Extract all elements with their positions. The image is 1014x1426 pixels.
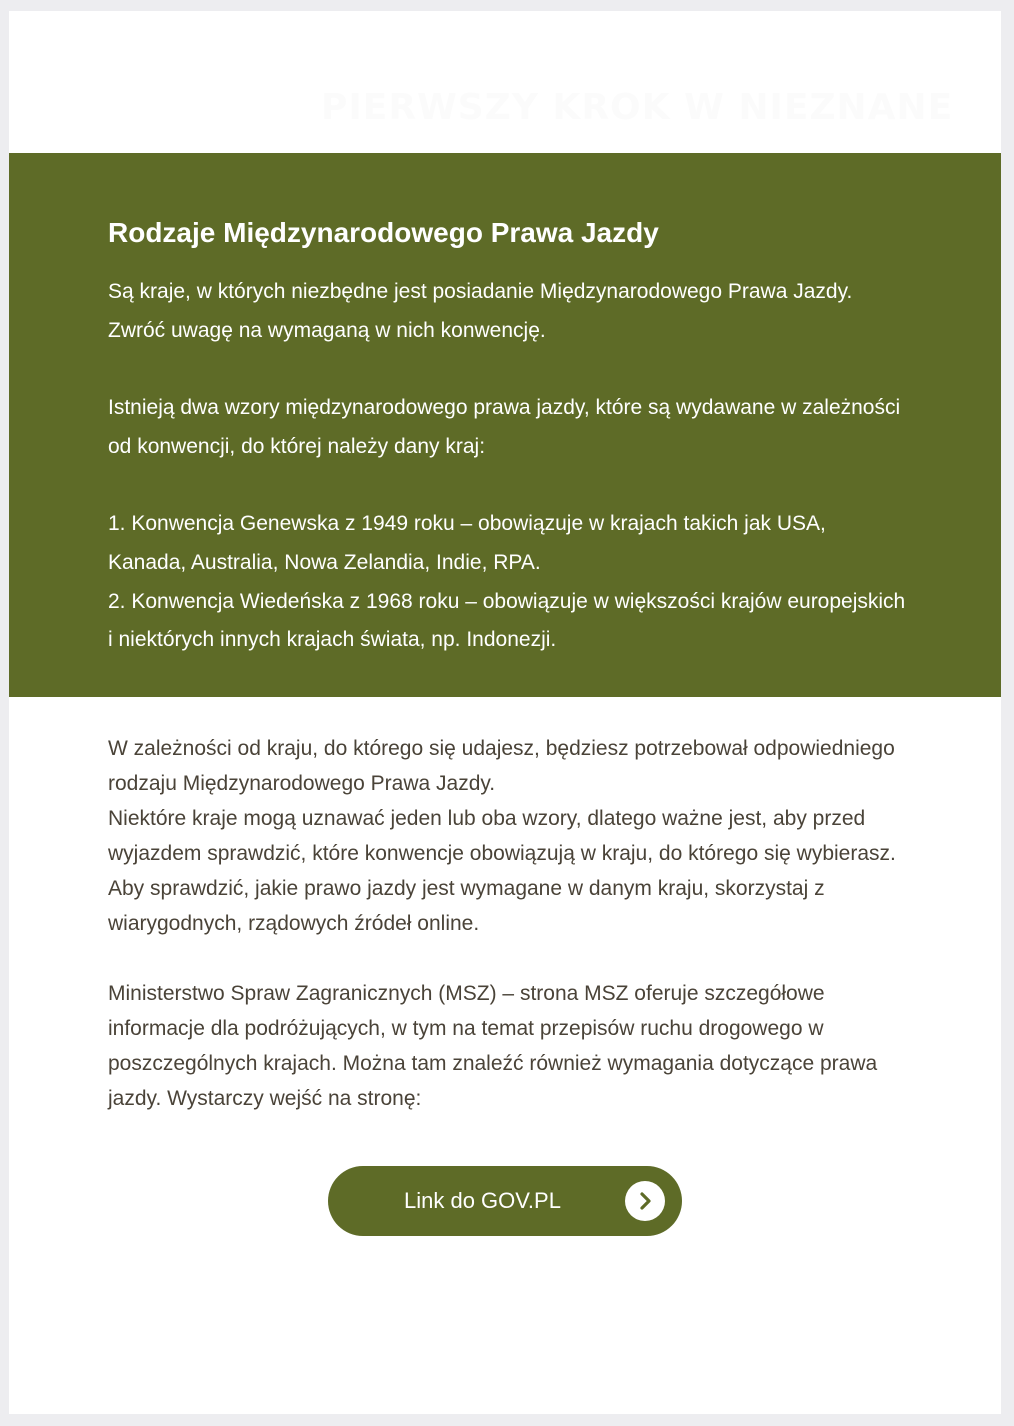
convention-item-geneva: 1. Konwencja Genewska z 1949 roku – obowiązuje w krajach takich jak USA, Kanada, Australia, Nowa Zelandia, Indie, RPA. — [108, 512, 826, 574]
watermark-heading: PIERWSZY KROK W NIEZNANE — [321, 87, 954, 128]
body-content — [108, 731, 908, 1116]
convention-types-content — [108, 215, 908, 660]
convention-types-section — [9, 153, 1001, 697]
header-band — [9, 11, 1001, 153]
chevron-right-icon — [625, 1181, 665, 1221]
content-card — [9, 11, 1001, 1414]
body-paragraph-check: Niektóre kraje mogą uznawać jeden lub oba wzory, dlatego ważne jest, aby przed wyjazdem sprawdzić, które konwencje obowiązują w kraju, do którego się wybierasz. Aby sprawdzić, jakie prawo jazdy jest wymagane w danym kraju, skorzystaj z wiarygodnych, rządowych źródeł online. — [108, 807, 896, 935]
gov-link-button[interactable] — [328, 1166, 682, 1236]
gov-link-label: Link do GOV.PL — [404, 1188, 561, 1213]
patterns-paragraph: Istnieją dwa wzory międzynarodowego prawa jazdy, które są wydawane w zależności od konwencji, do której należy dany kraj: — [108, 396, 901, 458]
intro-paragraph: Są kraje, w których niezbędne jest posiadanie Międzynarodowego Prawa Jazdy. Zwróć uwagę na wymaganą w nich konwencję. — [108, 280, 853, 342]
convention-item-vienna: 2. Konwencja Wiedeńska z 1968 roku – obowiązuje w większości krajów europejskich i niektórych innych krajach świata, np. Indonezji. — [108, 589, 906, 652]
section-title: Rodzaje Międzynarodowego Prawa Jazdy — [108, 217, 659, 248]
body-paragraph-country: W zależności od kraju, do którego się udajesz, będziesz potrzebował odpowiedniego rodzaju Międzynarodowego Prawa Jazdy. — [108, 737, 895, 795]
body-paragraph-msz: Ministerstwo Spraw Zagranicznych (MSZ) – strona MSZ oferuje szczegółowe informacje dla podróżujących, w tym na temat przepisów ruchu drogowego w poszczególnych krajach. Można tam znaleźć również wymagania dotyczące prawa jazdy. Wystarczy wejść na stronę: — [108, 982, 878, 1110]
convention-list — [108, 505, 908, 660]
